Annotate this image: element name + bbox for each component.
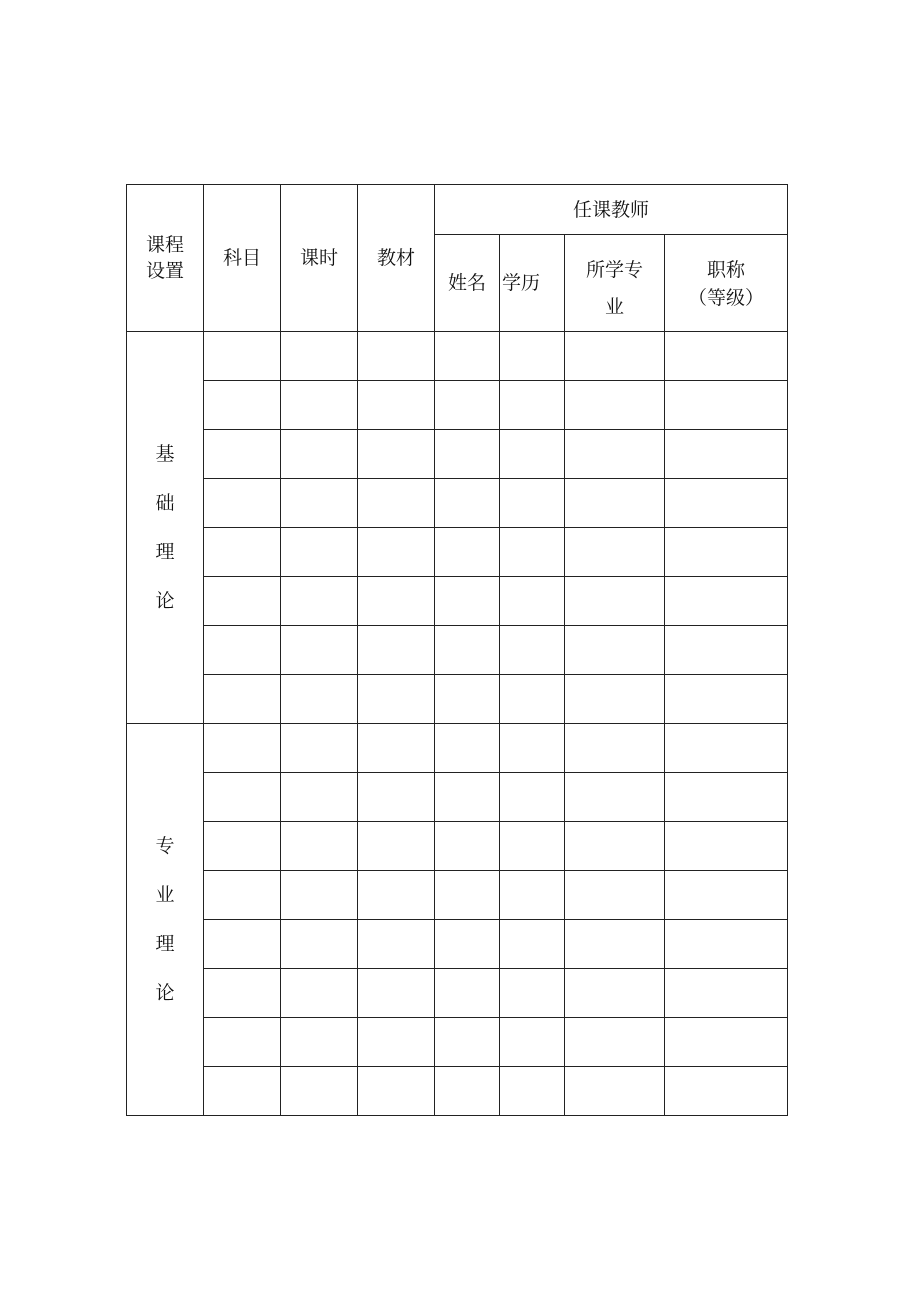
table-cell[interactable] — [500, 332, 565, 381]
table-cell[interactable] — [565, 920, 665, 969]
table-cell[interactable] — [358, 430, 435, 479]
table-cell[interactable] — [500, 920, 565, 969]
table-cell[interactable] — [500, 626, 565, 675]
table-cell[interactable] — [204, 724, 281, 773]
table-cell[interactable] — [281, 577, 358, 626]
table-cell[interactable] — [665, 479, 788, 528]
table-cell[interactable] — [358, 626, 435, 675]
table-cell[interactable] — [500, 479, 565, 528]
table-row — [127, 577, 788, 626]
table-cell[interactable] — [358, 724, 435, 773]
table-cell[interactable] — [281, 920, 358, 969]
table-row — [127, 871, 788, 920]
table-row — [127, 332, 788, 381]
table-cell[interactable] — [500, 1067, 565, 1116]
table-cell[interactable] — [565, 969, 665, 1018]
table-cell[interactable] — [281, 675, 358, 724]
table-cell[interactable] — [565, 332, 665, 381]
table-cell[interactable] — [204, 626, 281, 675]
header-hours-text: 课时 — [299, 247, 338, 269]
table-cell[interactable] — [565, 528, 665, 577]
table-row — [127, 430, 788, 479]
table-cell[interactable] — [565, 626, 665, 675]
table-cell[interactable] — [435, 724, 500, 773]
table-cell[interactable] — [204, 577, 281, 626]
section-label-char: 理 — [155, 540, 175, 563]
table-cell[interactable] — [565, 871, 665, 920]
header-title-line-1: 职称 — [707, 259, 746, 281]
table-cell[interactable] — [665, 626, 788, 675]
table-cell[interactable] — [500, 1018, 565, 1067]
header-course-setting — [127, 185, 204, 332]
table-cell[interactable] — [665, 577, 788, 626]
table-row — [127, 773, 788, 822]
table-cell[interactable] — [358, 822, 435, 871]
section-label-char: 专 — [155, 834, 175, 857]
table-cell[interactable] — [500, 969, 565, 1018]
table-cell[interactable] — [204, 332, 281, 381]
table-cell[interactable] — [435, 822, 500, 871]
table-cell[interactable] — [204, 1067, 281, 1116]
table-row — [127, 822, 788, 871]
table-cell[interactable] — [358, 332, 435, 381]
table-cell[interactable] — [500, 381, 565, 430]
header-textbook — [358, 185, 435, 332]
table-row — [127, 528, 788, 577]
table-row — [127, 969, 788, 1018]
table-cell[interactable] — [358, 577, 435, 626]
header-subject — [204, 185, 281, 332]
table-cell[interactable] — [565, 1067, 665, 1116]
table-cell[interactable] — [435, 332, 500, 381]
table-cell[interactable] — [435, 1018, 500, 1067]
table-row — [127, 626, 788, 675]
table-cell[interactable] — [435, 1067, 500, 1116]
header-subject-text: 科目 — [222, 247, 261, 269]
table-cell[interactable] — [281, 724, 358, 773]
table-cell[interactable] — [358, 675, 435, 724]
table-row — [127, 479, 788, 528]
table-cell[interactable] — [204, 381, 281, 430]
table-row — [127, 920, 788, 969]
section-label-char: 论 — [155, 981, 175, 1004]
table-cell[interactable] — [281, 479, 358, 528]
section-label-cell — [127, 724, 204, 1116]
section-label-char: 业 — [155, 883, 175, 906]
section-label-char: 础 — [155, 491, 175, 514]
section-label — [127, 822, 203, 1018]
header-education — [500, 235, 565, 332]
header-course-setting-line-2: 设置 — [145, 260, 184, 282]
header-education-text: 学历 — [502, 272, 541, 294]
table-cell[interactable] — [500, 577, 565, 626]
table-cell[interactable] — [281, 773, 358, 822]
table-row — [127, 1067, 788, 1116]
header-title — [665, 235, 788, 332]
table-cell[interactable] — [358, 381, 435, 430]
table-cell[interactable] — [204, 1018, 281, 1067]
table-cell[interactable] — [281, 332, 358, 381]
header-teacher-group-text: 任课教师 — [573, 198, 650, 221]
table-cell[interactable] — [281, 430, 358, 479]
table-row — [127, 675, 788, 724]
table-cell[interactable] — [435, 871, 500, 920]
table-cell[interactable] — [500, 528, 565, 577]
table-cell[interactable] — [565, 381, 665, 430]
header-course-setting-line-1: 课程 — [145, 234, 184, 256]
header-name-text: 姓名 — [447, 272, 486, 294]
table-cell[interactable] — [665, 1018, 788, 1067]
table-cell[interactable] — [358, 773, 435, 822]
section-label-cell — [127, 332, 204, 724]
table-cell[interactable] — [281, 381, 358, 430]
table-cell[interactable] — [500, 675, 565, 724]
table-cell[interactable] — [281, 822, 358, 871]
table-cell[interactable] — [281, 969, 358, 1018]
course-table — [126, 184, 788, 1116]
section-label-char: 理 — [155, 932, 175, 955]
header-major — [565, 235, 665, 332]
table-cell[interactable] — [358, 969, 435, 1018]
table-cell[interactable] — [281, 1018, 358, 1067]
table-cell[interactable] — [281, 626, 358, 675]
table-cell[interactable] — [281, 871, 358, 920]
section-label — [127, 430, 203, 626]
header-major-line-2: 业 — [604, 296, 624, 318]
header-major-line-1: 所学专 — [585, 259, 643, 281]
header-row-top — [127, 185, 788, 235]
table-cell[interactable] — [204, 430, 281, 479]
table-cell[interactable] — [565, 1018, 665, 1067]
header-name — [435, 235, 500, 332]
table-cell[interactable] — [435, 626, 500, 675]
table-cell[interactable] — [204, 773, 281, 822]
table-cell[interactable] — [204, 822, 281, 871]
table-cell[interactable] — [665, 773, 788, 822]
table-cell[interactable] — [281, 1067, 358, 1116]
table-cell[interactable] — [565, 822, 665, 871]
table-cell[interactable] — [435, 430, 500, 479]
table-row — [127, 381, 788, 430]
section-label-char: 论 — [155, 589, 175, 612]
table-cell[interactable] — [665, 871, 788, 920]
table-cell[interactable] — [358, 479, 435, 528]
table-cell[interactable] — [358, 871, 435, 920]
table-cell[interactable] — [204, 528, 281, 577]
table-row — [127, 1018, 788, 1067]
table-cell[interactable] — [358, 1018, 435, 1067]
table-cell[interactable] — [565, 773, 665, 822]
table-cell[interactable] — [500, 871, 565, 920]
table-cell[interactable] — [204, 871, 281, 920]
header-hours — [281, 185, 358, 332]
table-cell[interactable] — [565, 577, 665, 626]
table-cell[interactable] — [665, 724, 788, 773]
header-teacher-group — [435, 185, 788, 235]
table-cell[interactable] — [204, 675, 281, 724]
table-cell[interactable] — [204, 479, 281, 528]
table-cell[interactable] — [435, 969, 500, 1018]
table-cell[interactable] — [500, 724, 565, 773]
table-cell[interactable] — [500, 822, 565, 871]
table-cell[interactable] — [435, 773, 500, 822]
table-cell[interactable] — [565, 479, 665, 528]
table-cell[interactable] — [565, 724, 665, 773]
table-row — [127, 724, 788, 773]
table-cell[interactable] — [435, 381, 500, 430]
table-cell[interactable] — [665, 1067, 788, 1116]
table-cell[interactable] — [665, 822, 788, 871]
table-cell[interactable] — [500, 430, 565, 479]
table-cell[interactable] — [665, 332, 788, 381]
table-cell[interactable] — [665, 969, 788, 1018]
table-cell[interactable] — [435, 528, 500, 577]
table-cell[interactable] — [565, 430, 665, 479]
table-cell[interactable] — [500, 773, 565, 822]
header-textbook-text: 教材 — [376, 247, 415, 269]
table-cell[interactable] — [204, 969, 281, 1018]
table-cell[interactable] — [204, 920, 281, 969]
table-cell[interactable] — [358, 920, 435, 969]
table-cell[interactable] — [281, 528, 358, 577]
table-cell[interactable] — [665, 381, 788, 430]
header-title-line-2: （等级） — [688, 287, 765, 309]
table-cell[interactable] — [435, 675, 500, 724]
table-cell[interactable] — [665, 675, 788, 724]
table-cell[interactable] — [435, 920, 500, 969]
table-cell[interactable] — [565, 675, 665, 724]
table-cell[interactable] — [435, 479, 500, 528]
section-label-char: 基 — [155, 442, 175, 465]
table-cell[interactable] — [665, 528, 788, 577]
table-cell[interactable] — [435, 577, 500, 626]
table-cell[interactable] — [358, 1067, 435, 1116]
table-cell[interactable] — [358, 528, 435, 577]
table-cell[interactable] — [665, 920, 788, 969]
table-cell[interactable] — [665, 430, 788, 479]
